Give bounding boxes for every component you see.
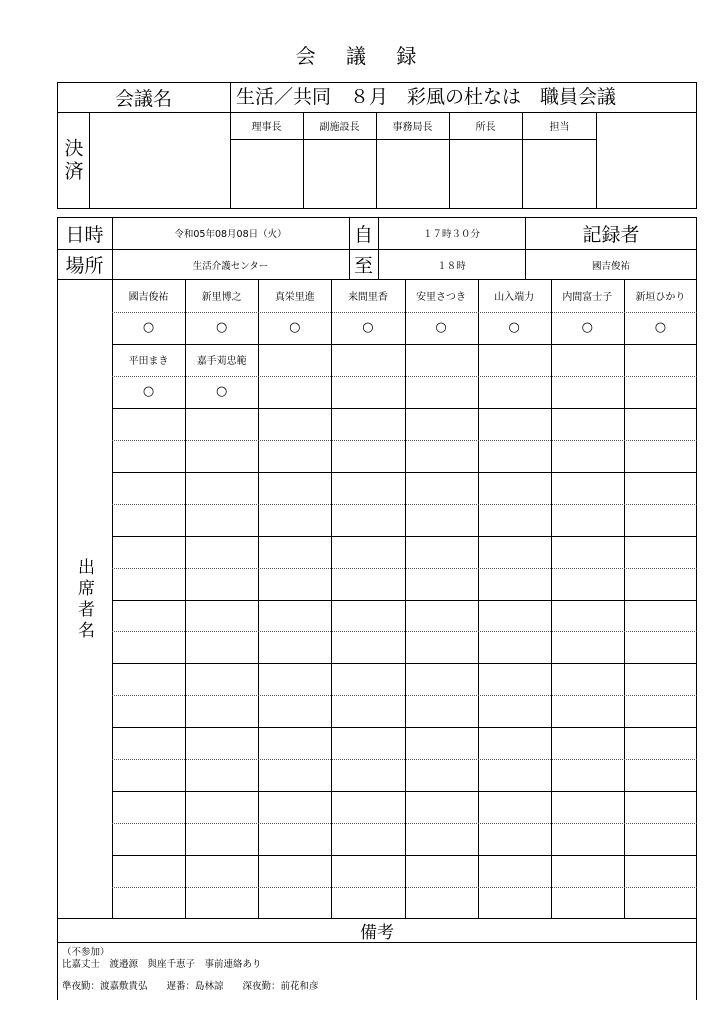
attendance-mark: ○: [654, 320, 667, 336]
from-time-value: １７時３０分: [422, 229, 480, 240]
grid-dotted-line: [112, 887, 697, 888]
absent-members: 比嘉丈士 渡邉源 與座千恵子 事前連絡あり: [62, 959, 262, 970]
datetime-label: 日時: [65, 223, 104, 246]
attendee-name: 新里博之: [201, 292, 242, 304]
grid-dotted-line: [112, 759, 697, 760]
grid-row-line: [112, 791, 697, 792]
attendee-name: 嘉手苅忠範: [196, 356, 247, 368]
attendee-name: 内間富士子: [562, 292, 613, 304]
grid-dotted-line: [112, 823, 697, 824]
attendance-mark: ○: [508, 320, 520, 336]
divider: [89, 112, 90, 209]
attendee-name: 新垣ひかり: [635, 292, 686, 304]
meeting-name-value: 生活／共同 ８月 彩風の杜なは 職員会議: [236, 86, 617, 108]
attendance-mark: ○: [435, 320, 447, 336]
place-label: 場所: [65, 255, 104, 277]
attendance-mark: ○: [289, 320, 301, 336]
datetime-value: 令和05年08月08日（火）: [174, 229, 287, 240]
approval-role-staff: 担当: [549, 122, 570, 133]
to-label: 至: [353, 255, 373, 277]
approval-role-chairman: 理事長: [251, 122, 282, 133]
recorder-label: 記録者: [582, 223, 640, 246]
attendee-name: 國吉俊祐: [128, 292, 169, 304]
absent-heading: （不参加）: [62, 947, 110, 958]
approval-role-secretary-general: 事務局長: [392, 122, 433, 133]
grid-row-line: [112, 472, 697, 473]
recorder-value: 國吉俊祐: [591, 260, 630, 272]
grid-row-line: [112, 536, 697, 537]
grid-dotted-line: [112, 695, 697, 696]
approval-role-deputy-director: 副施設長: [319, 122, 360, 133]
shift-assignments: 準夜勤：渡嘉敷貴弘 遅番：島林諒 深夜勤：前花和彦: [62, 981, 319, 992]
to-time-value: １８時: [437, 260, 466, 272]
grid-dotted-line: [112, 504, 697, 505]
attendee-name: 真栄里進: [274, 292, 315, 304]
approval-role-director: 所長: [475, 122, 496, 133]
divider: [57, 942, 58, 1000]
place-value: 生活介護センター: [192, 260, 269, 272]
attendance-mark: ○: [142, 384, 155, 400]
attendee-name: 山入端力: [494, 292, 535, 304]
attendees-grid: [112, 280, 697, 919]
grid-dotted-line: [112, 631, 697, 632]
attendees-label: 出席者名: [74, 557, 94, 642]
attendance-mark: ○: [216, 320, 228, 336]
attendee-name: 安里さつき: [416, 292, 467, 304]
document-title: 会 議 録: [295, 44, 429, 68]
attendee-name: 来間里香: [347, 292, 388, 304]
from-label: 自: [353, 223, 373, 246]
attendance-mark: ○: [362, 320, 374, 336]
grid-dotted-line: [112, 440, 697, 441]
attendance-mark: ○: [142, 320, 155, 336]
grid-dotted-line: [112, 568, 697, 569]
approval-label: 決済: [61, 137, 84, 184]
divider: [230, 139, 597, 140]
grid-row-line: [112, 663, 697, 664]
divider: [696, 942, 697, 1000]
remarks-label: 備考: [360, 923, 394, 943]
attendance-mark: ○: [216, 384, 228, 400]
grid-row-line: [112, 727, 697, 728]
attendance-mark: ○: [581, 320, 593, 336]
grid-row-line: [112, 855, 697, 856]
grid-row-line: [112, 600, 697, 601]
grid-row-line: [112, 408, 697, 409]
meeting-name-label: 会議名: [114, 87, 172, 110]
divider: [230, 82, 231, 112]
attendee-name: 平田まき: [128, 356, 169, 368]
